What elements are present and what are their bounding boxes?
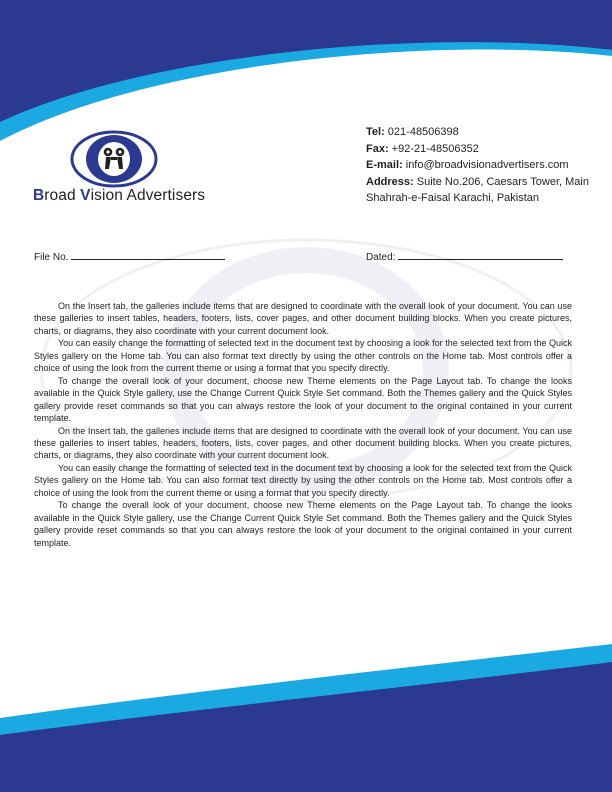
- letter-body: [34, 300, 572, 549]
- company-logo: [70, 130, 158, 188]
- body-paragraph: To change the overall look of your document, choose new Theme elements on the Page Layout tab. To change the looks available in the Quick Style gallery, use the Change Current Quick Style Set command. Both the Themes gallery and the Quick Styles gallery provide reset commands so that you can always restore the look of your document to the original contained in your current template.: [34, 375, 572, 424]
- company-name-part-2: ision Advertisers: [90, 187, 206, 204]
- file-no-field: [34, 252, 225, 263]
- body-paragraph: To change the overall look of your document, choose new Theme elements on the Page Layout tab. To change the looks available in the Quick Style gallery, use the Change Current Quick Style Set command. Both the Themes gallery and the Quick Styles gallery provide reset commands so that you can always restore the look of your document to the original contained in your current template.: [34, 500, 572, 548]
- contact-email: [366, 157, 589, 174]
- dated-label: Dated:: [366, 252, 396, 263]
- file-no-line: [71, 259, 225, 260]
- company-name: [33, 187, 205, 205]
- contact-address-line2: Shahrah-e-Faisal Karachi, Pakistan: [366, 192, 540, 204]
- contact-tel: [366, 124, 589, 141]
- contact-address: [366, 174, 589, 191]
- file-no-label: File No.: [34, 252, 69, 263]
- fax-value: +92-21-48506352: [388, 142, 479, 155]
- dated-line: [398, 259, 563, 260]
- top-swoosh-dark: [0, 0, 612, 130]
- company-name-initial-v: V: [80, 187, 91, 204]
- tel-label: Tel:: [366, 126, 385, 138]
- body-paragraph: On the Insert tab, the galleries include items that are designed to coordinate with the overall look of your document. You can use these galleries to insert tables, headers, footers, lists, cover pages, and other document building blocks. When you create pictures, charts, or diagrams, they also coordinate with your current document look.: [34, 301, 572, 336]
- body-paragraph: You can easily change the formatting of selected text in the document text by choosing a look for the selected text from the Quick Styles gallery on the Home tab. You can also format text directly by using the other controls on the Home tab. Most controls offer a choice of using the look from the current theme or using a format that you specify directly.: [34, 462, 572, 498]
- contact-fax: [366, 141, 589, 158]
- address-value-line1: Suite No.206, Caesars Tower, Main: [413, 175, 589, 188]
- dated-field: [366, 252, 563, 263]
- email-label: E-mail:: [366, 159, 403, 171]
- contact-block: [366, 124, 589, 207]
- email-value: info@broadvisionadvertisers.com: [402, 159, 569, 171]
- address-label: Address:: [366, 175, 414, 188]
- company-name-part-1: road: [44, 187, 81, 204]
- body-paragraph: On the Insert tab, the galleries include items that are designed to coordinate with the overall look of your document. You can use these galleries to insert tables, headers, footers, lists, cover pages, and other document building blocks. When you create pictures, charts, or diagrams, they also coordinate with your current document look.: [34, 425, 572, 461]
- tel-value: 021-48506398: [384, 126, 459, 138]
- body-paragraph: You can easily change the formatting of selected text in the document text by choosing a look for the selected text from the Quick Styles gallery on the Home tab. You can also format text directly by using the other controls on the Home tab. Most controls offer a choice of using the look from the current theme or using a format that you specify directly.: [34, 338, 572, 374]
- company-name-initial-b: B: [33, 187, 45, 204]
- fax-label: Fax:: [366, 142, 389, 155]
